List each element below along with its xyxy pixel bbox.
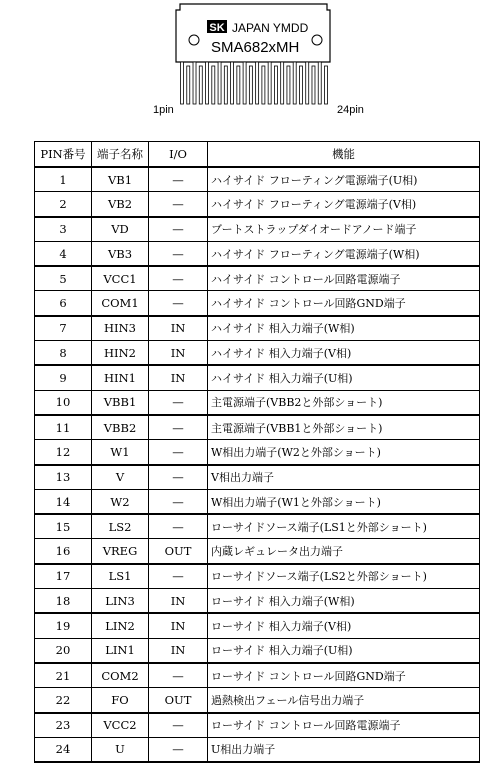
- chip-pin: [262, 66, 265, 104]
- function-cell: 主電源端子(VBB2と外部ショート): [208, 390, 480, 415]
- pin-number-cell: 9: [35, 365, 92, 390]
- io-cell: —: [149, 192, 208, 217]
- io-cell: —: [149, 514, 208, 539]
- function-cell: V相出力端子: [208, 465, 480, 490]
- io-cell: IN: [149, 341, 208, 366]
- io-cell: —: [149, 241, 208, 266]
- table-row: [35, 737, 480, 762]
- terminal-name-cell: VCC1: [92, 266, 149, 291]
- function-cell: ハイサイド コントロール回路GND端子: [208, 291, 480, 316]
- table-row: [35, 167, 480, 192]
- chip-pin: [218, 62, 221, 104]
- chip-pin: [256, 62, 259, 104]
- io-cell: IN: [149, 316, 208, 341]
- chip-pin: [318, 62, 321, 104]
- table-row: [35, 465, 480, 490]
- chip-pin: [231, 62, 234, 104]
- io-cell: —: [149, 465, 208, 490]
- mounting-hole-left: [189, 35, 199, 45]
- pin-number-cell: 6: [35, 291, 92, 316]
- table-row: [35, 514, 480, 539]
- io-cell: OUT: [149, 539, 208, 564]
- function-cell: W相出力端子(W2と外部ショート): [208, 440, 480, 465]
- table-row: [35, 440, 480, 465]
- terminal-name-cell: LIN1: [92, 638, 149, 663]
- table-row: [35, 217, 480, 242]
- terminal-name-cell: HIN3: [92, 316, 149, 341]
- table-row: [35, 341, 480, 366]
- table-row: [35, 192, 480, 217]
- chip-marking-line1: JAPAN YMDD: [232, 21, 309, 35]
- function-cell: ローサイド コントロール回路電源端子: [208, 713, 480, 738]
- function-cell: ローサイドソース端子(LS2と外部ショート): [208, 564, 480, 589]
- io-cell: —: [149, 217, 208, 242]
- chip-pin: [224, 66, 227, 104]
- pin-number-cell: 17: [35, 564, 92, 589]
- pin-number-cell: 1: [35, 167, 92, 192]
- pin-table: [34, 141, 480, 763]
- pin-number-cell: 12: [35, 440, 92, 465]
- table-row: [35, 415, 480, 440]
- chip-pin: [274, 66, 277, 104]
- terminal-name-cell: COM1: [92, 291, 149, 316]
- io-cell: —: [149, 415, 208, 440]
- io-cell: —: [149, 713, 208, 738]
- function-cell: W相出力端子(W1と外部ショート): [208, 489, 480, 514]
- table-row: [35, 539, 480, 564]
- pin-number-cell: 18: [35, 589, 92, 614]
- pin-number-cell: 19: [35, 613, 92, 638]
- io-cell: —: [149, 489, 208, 514]
- terminal-name-cell: LIN3: [92, 589, 149, 614]
- chip-pin: [249, 66, 252, 104]
- io-cell: IN: [149, 638, 208, 663]
- terminal-name-cell: V: [92, 465, 149, 490]
- chip-drawing: [0, 0, 488, 125]
- header-function: 機能: [208, 142, 480, 168]
- terminal-name-cell: FO: [92, 688, 149, 713]
- table-row: [35, 638, 480, 663]
- pin-number-cell: 10: [35, 390, 92, 415]
- terminal-name-cell: VB2: [92, 192, 149, 217]
- chip-pin: [287, 66, 290, 104]
- io-cell: OUT: [149, 688, 208, 713]
- svg-text:SK: SK: [209, 22, 225, 34]
- chip-pin: [199, 66, 202, 104]
- pin-number-cell: 15: [35, 514, 92, 539]
- terminal-name-cell: VB3: [92, 241, 149, 266]
- pin-end-label: 24pin: [337, 104, 364, 116]
- pin-number-cell: 5: [35, 266, 92, 291]
- pin-number-cell: 23: [35, 713, 92, 738]
- terminal-name-cell: HIN2: [92, 341, 149, 366]
- table-row: [35, 688, 480, 713]
- table-row: [35, 713, 480, 738]
- header-terminal-name: 端子名称: [92, 142, 149, 168]
- pin-number-cell: 11: [35, 415, 92, 440]
- chip-pin: [299, 66, 302, 104]
- function-cell: 主電源端子(VBB1と外部ショート): [208, 415, 480, 440]
- function-cell: ローサイド 相入力端子(U相): [208, 638, 480, 663]
- table-row: [35, 365, 480, 390]
- terminal-name-cell: U: [92, 737, 149, 762]
- terminal-name-cell: VD: [92, 217, 149, 242]
- io-cell: —: [149, 390, 208, 415]
- terminal-name-cell: VCC2: [92, 713, 149, 738]
- mounting-hole-right: [312, 35, 322, 45]
- table-row: [35, 241, 480, 266]
- chip-pins: [181, 62, 328, 104]
- chip-package-diagram: [0, 0, 488, 125]
- io-cell: IN: [149, 613, 208, 638]
- function-cell: ブートストラップダイオードアノード端子: [208, 217, 480, 242]
- table-row: [35, 316, 480, 341]
- io-cell: IN: [149, 365, 208, 390]
- terminal-name-cell: VB1: [92, 167, 149, 192]
- table-row: [35, 266, 480, 291]
- pin-number-cell: 24: [35, 737, 92, 762]
- pin-start-label: 1pin: [153, 104, 174, 116]
- pin-number-cell: 7: [35, 316, 92, 341]
- chip-pin: [237, 66, 240, 104]
- terminal-name-cell: LIN2: [92, 613, 149, 638]
- terminal-name-cell: VBB2: [92, 415, 149, 440]
- chip-pin: [312, 66, 315, 104]
- terminal-name-cell: VREG: [92, 539, 149, 564]
- chip-pin: [281, 62, 284, 104]
- pin-number-cell: 3: [35, 217, 92, 242]
- chip-pin: [306, 62, 309, 104]
- table-row: [35, 589, 480, 614]
- table-row: [35, 613, 480, 638]
- table-row: [35, 390, 480, 415]
- chip-pin: [212, 66, 215, 104]
- function-cell: ローサイド 相入力端子(V相): [208, 613, 480, 638]
- chip-pin: [206, 62, 209, 104]
- chip-pin: [268, 62, 271, 104]
- function-cell: ローサイド コントロール回路GND端子: [208, 663, 480, 688]
- io-cell: —: [149, 663, 208, 688]
- function-cell: ハイサイド 相入力端子(W相): [208, 316, 480, 341]
- io-cell: —: [149, 440, 208, 465]
- function-cell: ハイサイド 相入力端子(U相): [208, 365, 480, 390]
- pin-number-cell: 22: [35, 688, 92, 713]
- terminal-name-cell: HIN1: [92, 365, 149, 390]
- pin-number-cell: 4: [35, 241, 92, 266]
- pin-number-cell: 16: [35, 539, 92, 564]
- pin-number-cell: 20: [35, 638, 92, 663]
- terminal-name-cell: LS2: [92, 514, 149, 539]
- function-cell: 内蔵レギュレータ出力端子: [208, 539, 480, 564]
- terminal-name-cell: LS1: [92, 564, 149, 589]
- io-cell: IN: [149, 589, 208, 614]
- function-cell: ハイサイド フローティング電源端子(V相): [208, 192, 480, 217]
- chip-pin: [293, 62, 296, 104]
- pin-number-cell: 8: [35, 341, 92, 366]
- io-cell: —: [149, 737, 208, 762]
- function-cell: ハイサイド フローティング電源端子(U相): [208, 167, 480, 192]
- table-row: [35, 291, 480, 316]
- chip-pin: [181, 62, 184, 104]
- function-cell: ローサイド 相入力端子(W相): [208, 589, 480, 614]
- header-io: I/O: [149, 142, 208, 168]
- chip-marking-line2: SMA682xMH: [211, 39, 300, 56]
- terminal-name-cell: COM2: [92, 663, 149, 688]
- chip-pin: [193, 62, 196, 104]
- pin-number-cell: 21: [35, 663, 92, 688]
- function-cell: ローサイドソース端子(LS1と外部ショート): [208, 514, 480, 539]
- function-cell: 過熱検出フェール信号出力端子: [208, 688, 480, 713]
- chip-pin: [243, 62, 246, 104]
- function-cell: ハイサイド フローティング電源端子(W相): [208, 241, 480, 266]
- terminal-name-cell: VBB1: [92, 390, 149, 415]
- table-row: [35, 663, 480, 688]
- table-header-row: [35, 142, 480, 168]
- io-cell: —: [149, 266, 208, 291]
- table-row: [35, 489, 480, 514]
- function-cell: ハイサイド 相入力端子(V相): [208, 341, 480, 366]
- pin-number-cell: 14: [35, 489, 92, 514]
- terminal-name-cell: W2: [92, 489, 149, 514]
- table-row: [35, 564, 480, 589]
- io-cell: —: [149, 167, 208, 192]
- io-cell: —: [149, 291, 208, 316]
- pin-number-cell: 2: [35, 192, 92, 217]
- sk-logo: [207, 20, 227, 34]
- io-cell: —: [149, 564, 208, 589]
- function-cell: U相出力端子: [208, 737, 480, 762]
- terminal-name-cell: W1: [92, 440, 149, 465]
- function-cell: ハイサイド コントロール回路電源端子: [208, 266, 480, 291]
- chip-pin: [187, 66, 190, 104]
- header-pin-number: PIN番号: [35, 142, 92, 168]
- pin-number-cell: 13: [35, 465, 92, 490]
- chip-pin: [325, 66, 328, 104]
